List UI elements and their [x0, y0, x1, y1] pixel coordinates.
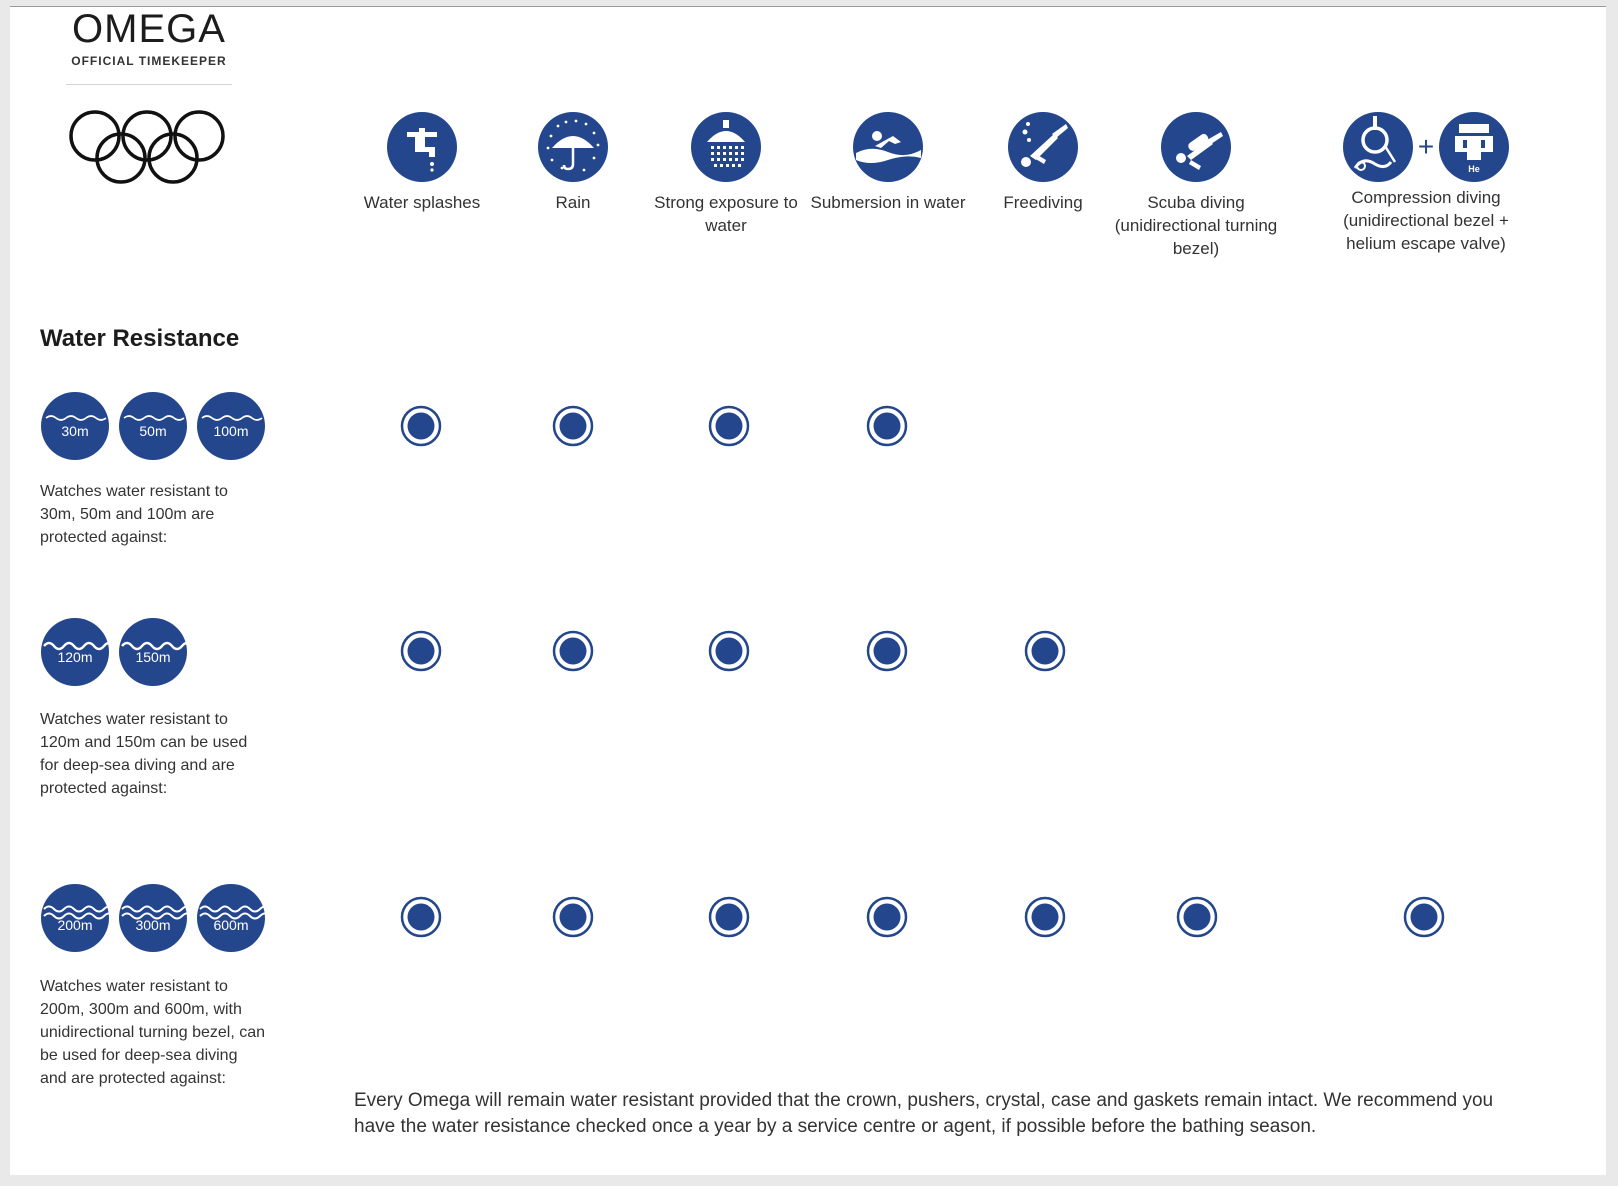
protected-indicator-icon: [1403, 896, 1445, 938]
activity-submersion: [803, 110, 973, 214]
protected-indicator-icon: [400, 896, 442, 938]
brand-divider: [66, 84, 232, 85]
brand-tagline: OFFICIAL TIMEKEEPER: [71, 54, 227, 68]
activity-label: Submersion in water: [810, 193, 966, 212]
rating-label: 600m: [213, 917, 249, 933]
activity-water-splashes: [337, 110, 507, 214]
protected-indicator-icon: [552, 896, 594, 938]
protected-indicator-icon: [400, 630, 442, 672]
plus-symbol: +: [1417, 131, 1435, 162]
helium-escape-valve-icon: [1437, 110, 1511, 184]
rating-label: 30m: [61, 423, 89, 439]
activity-label: Strong exposure to water: [654, 193, 798, 235]
rating-badge: [197, 392, 265, 460]
protected-indicator-icon: [552, 405, 594, 447]
protected-indicator-icon: [400, 405, 442, 447]
protected-indicator-icon: [708, 405, 750, 447]
footer-note: Every Omega will remain water resistant provided that the crown, pushers, crystal, case and gaskets remain intact. We recommend you have the water resistance checked once a year by a service centre or agent, if possible before the bathing season.: [354, 1090, 1494, 1137]
rating-label: 50m: [139, 423, 167, 439]
rating-badges-row-3: [40, 882, 270, 954]
rating-badge: [41, 618, 114, 686]
rating-label: 300m: [135, 917, 171, 933]
activity-strong-exposure: [641, 110, 811, 237]
protected-indicator-icon: [866, 896, 908, 938]
protected-indicator-icon: [1024, 896, 1066, 938]
row-description: Watches water resistant to 120m and 150m can be used for deep-sea diving and are protected against:: [40, 711, 248, 797]
shower-icon: [689, 110, 763, 184]
umbrella-icon: [536, 110, 610, 184]
rating-badges-row-1: [40, 390, 270, 462]
activity-scuba-diving: [1111, 110, 1281, 260]
protected-indicator-icon: [708, 630, 750, 672]
activity-compression-diving: [1316, 110, 1536, 255]
brand-name: OMEGA: [72, 7, 226, 51]
rating-badge: [119, 884, 192, 952]
protected-indicator-icon: [1176, 896, 1218, 938]
activity-label: Water splashes: [363, 193, 481, 212]
rating-badge: [119, 392, 187, 460]
swimmer-icon: [851, 110, 925, 184]
protected-indicator-icon: [552, 630, 594, 672]
rating-label: 200m: [57, 917, 93, 933]
protected-indicator-icon: [1024, 630, 1066, 672]
helmet-diver-icon: [1341, 110, 1415, 184]
faucet-icon: [385, 110, 459, 184]
activity-label: Compression diving (unidirectional bezel + helium escape valve): [1343, 188, 1509, 253]
section-title: Water Resistance: [40, 325, 240, 352]
rating-badge: [41, 884, 114, 952]
brand-logo: [64, 8, 234, 68]
protected-indicator-icon: [866, 405, 908, 447]
rating-badge: [119, 618, 192, 686]
rating-label: 100m: [213, 423, 249, 439]
scuba-diver-icon: [1159, 110, 1233, 184]
activity-label: Rain: [555, 193, 591, 212]
activity-rain: [488, 110, 658, 214]
rating-badges-row-2: [40, 616, 270, 688]
row-description: Watches water resistant to 200m, 300m and 600m, with unidirectional turning bezel, can be used for deep-sea diving and are protected against:: [40, 978, 266, 1087]
olympic-rings-icon: [68, 108, 228, 188]
row-description: Watches water resistant to 30m, 50m and 100m are protected against:: [40, 483, 228, 546]
activity-label: Scuba diving (unidirectional turning bezel): [1114, 193, 1278, 258]
valve-label: He: [1468, 164, 1480, 174]
freediver-icon: [1006, 110, 1080, 184]
rating-label: 150m: [135, 649, 171, 665]
compression-diving-icons: [1341, 110, 1511, 184]
protected-indicator-icon: [708, 896, 750, 938]
rating-label: 120m: [57, 649, 93, 665]
activity-label: Freediving: [1003, 193, 1083, 212]
activity-freediving: [958, 110, 1128, 214]
rating-badge: [41, 392, 109, 460]
protected-indicator-icon: [866, 630, 908, 672]
rating-badge: [197, 884, 270, 952]
